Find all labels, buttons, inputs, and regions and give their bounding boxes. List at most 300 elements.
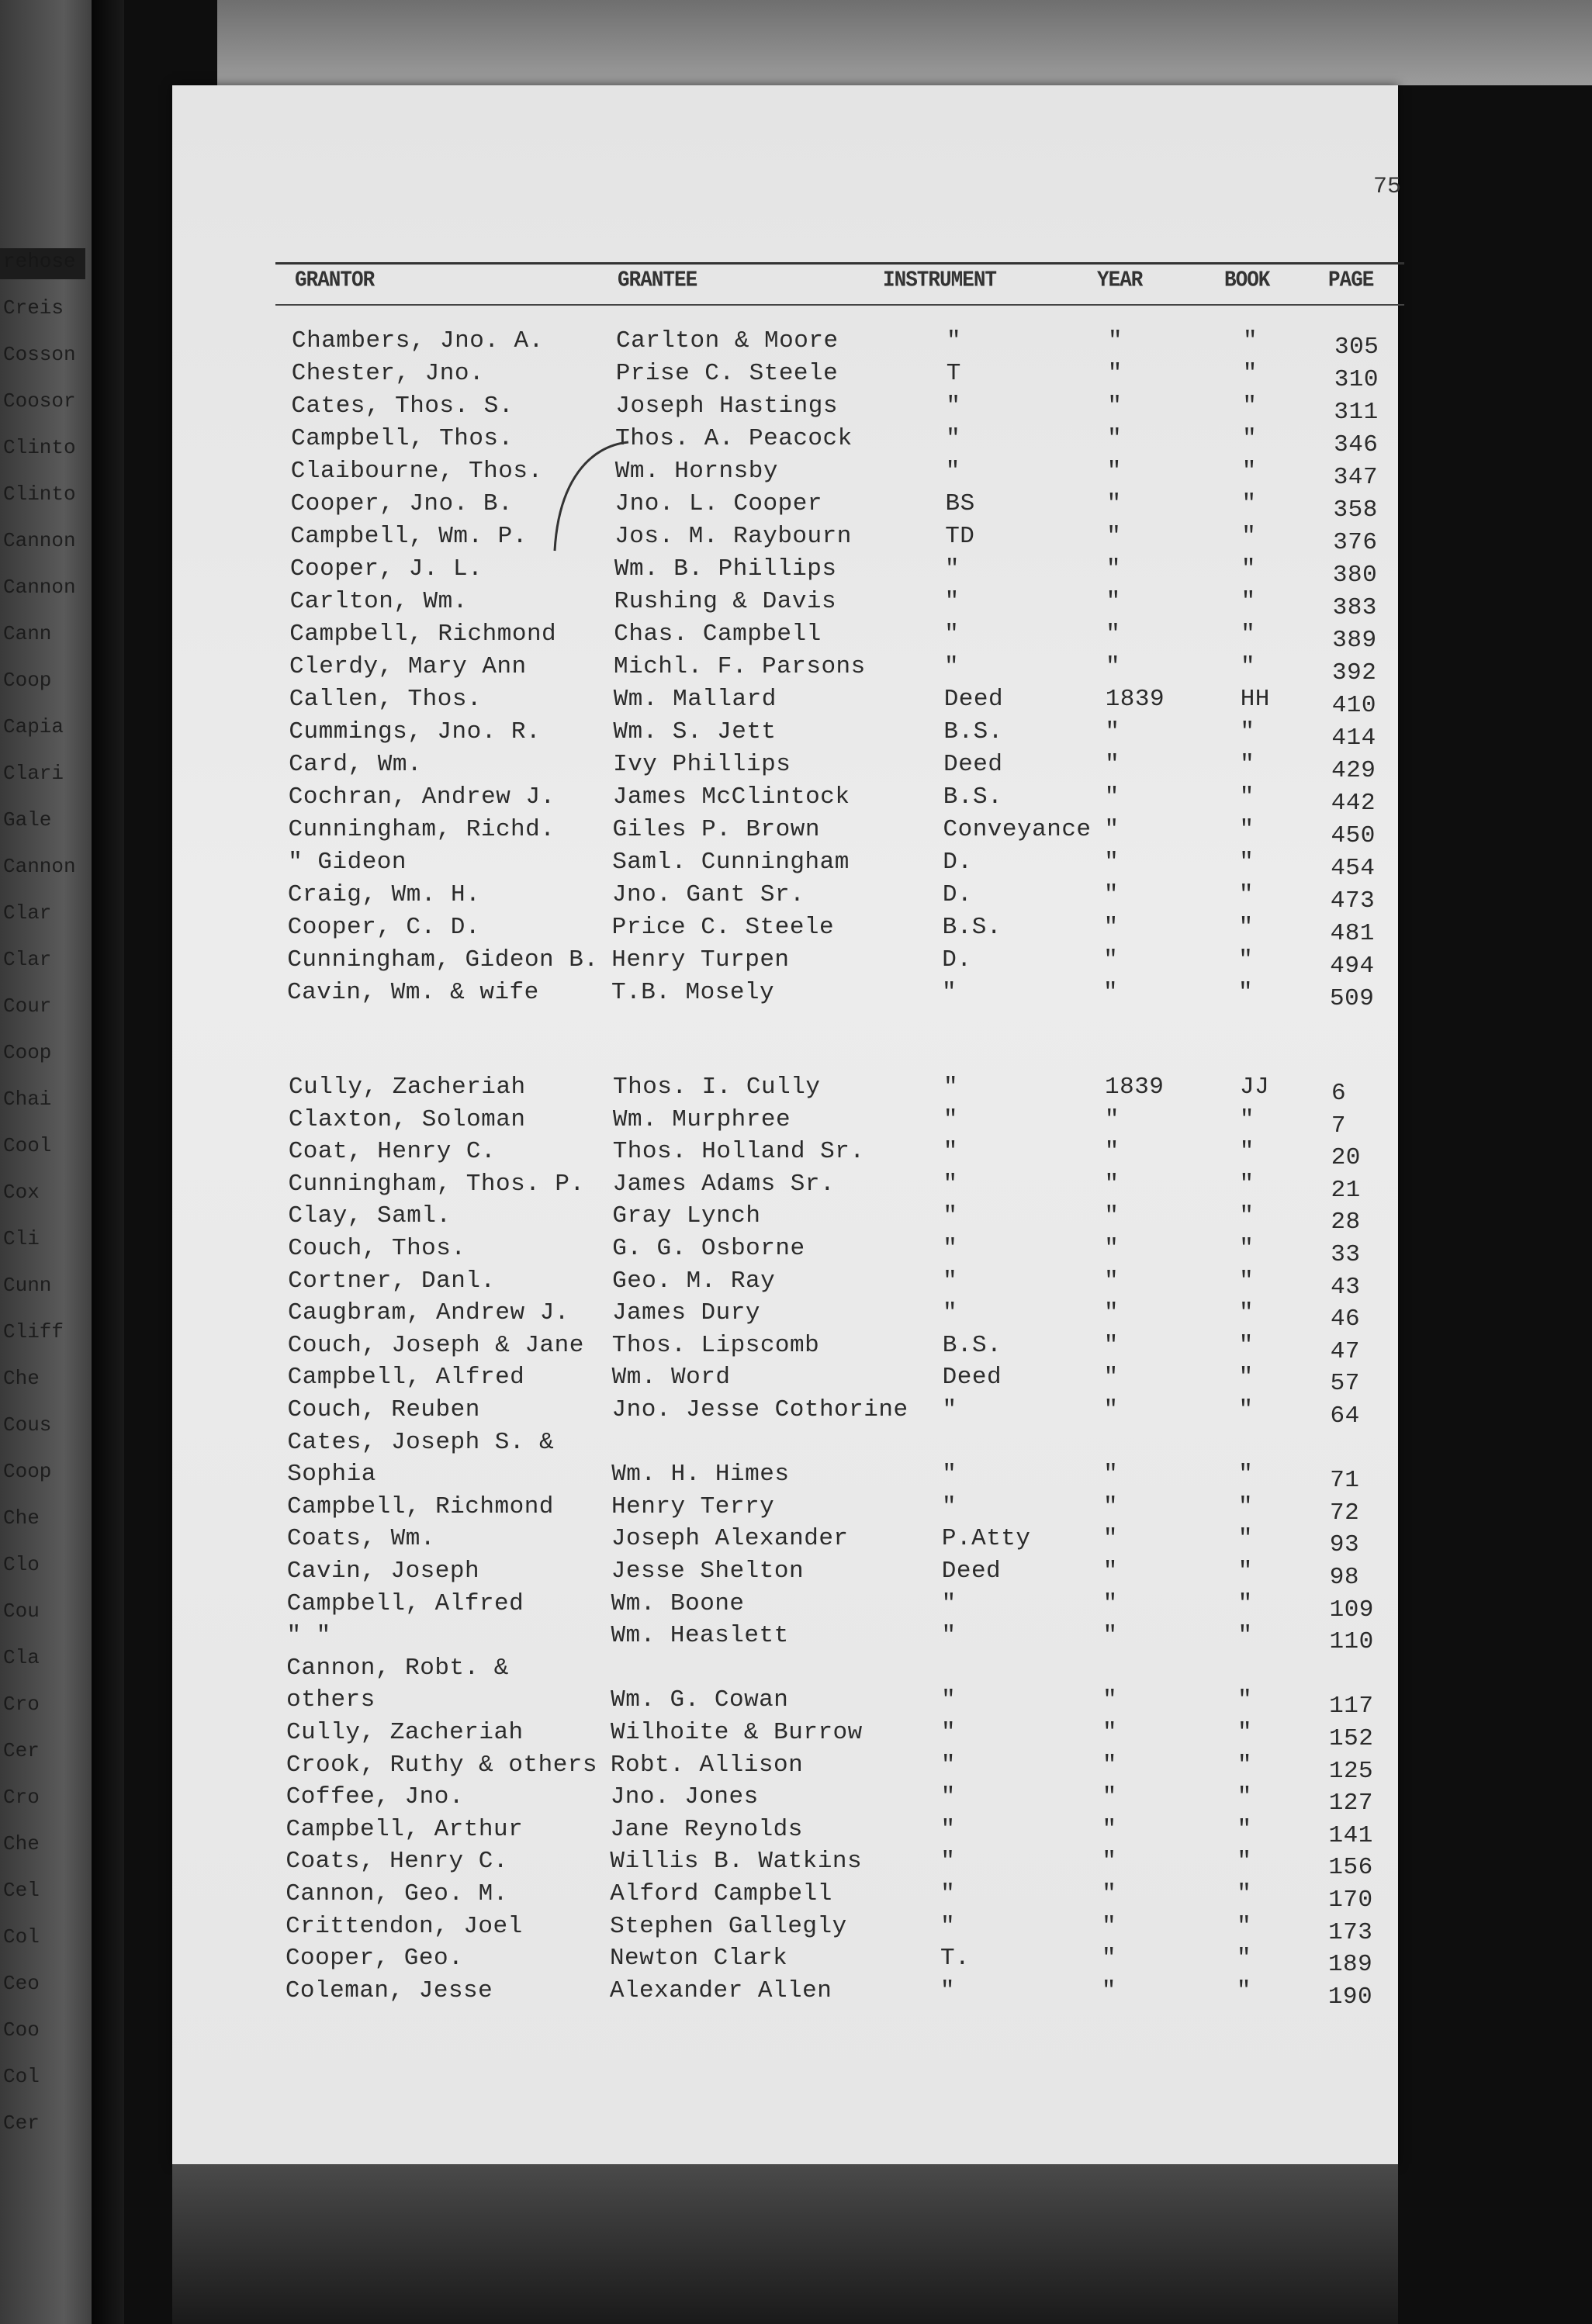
cell-book: " [1238, 914, 1254, 941]
cell-page: 310 [1334, 366, 1379, 393]
cell-year: " [1103, 1364, 1119, 1392]
cell-book: " [1238, 946, 1254, 974]
cell-grantee: Thos. A. Peacock [615, 425, 853, 452]
cell-grantor: Sophia [287, 1461, 376, 1489]
cell-book: " [1238, 1331, 1254, 1359]
cell-grantee: James McClintock [612, 783, 850, 811]
table-row [2, 979, 1592, 1010]
cell-grantee: Price C. Steele [611, 914, 835, 941]
cell-year: " [1102, 1815, 1117, 1843]
previous-page-text: Cer [3, 2111, 40, 2135]
cell-book: " [1243, 327, 1258, 354]
cell-book: " [1238, 1396, 1254, 1423]
cell-grantor: Claibourne, Thos. [290, 458, 543, 485]
cell-grantor: Callen, Thos. [289, 686, 483, 713]
cell-instrument: Deed [941, 1558, 1002, 1585]
cell-grantee: Joseph Hastings [615, 393, 838, 420]
cell-grantee: James Adams Sr. [612, 1170, 836, 1198]
cell-year: " [1106, 523, 1122, 550]
cell-book: " [1239, 1202, 1255, 1230]
cell-grantee: Alford Campbell [610, 1880, 832, 1907]
previous-page-text: Cla [3, 1646, 40, 1669]
cell-page: 454 [1331, 855, 1376, 882]
table-row [4, 686, 1592, 717]
previous-page-text: Cann [3, 622, 52, 645]
cell-instrument: B.S. [943, 718, 1003, 745]
cell-instrument: " [940, 1751, 956, 1779]
table-row [2, 1492, 1592, 1527]
cell-instrument: " [946, 425, 961, 452]
cell-page: 473 [1330, 887, 1376, 915]
table-row [0, 1976, 1592, 2011]
cell-year: " [1102, 1622, 1118, 1650]
cell-year: " [1107, 425, 1123, 452]
cell-year: " [1104, 816, 1120, 843]
cell-grantor: Craig, Wm. H. [287, 881, 481, 908]
previous-page-text: Cannon [3, 529, 76, 552]
cell-instrument: " [945, 458, 960, 485]
cell-grantor: Cunningham, Thos. P. [288, 1170, 585, 1198]
cell-page: 109 [1329, 1596, 1374, 1624]
previous-page-text: Cox [3, 1181, 40, 1204]
cell-grantee: Jno. Gant Sr. [611, 881, 805, 908]
cell-grantor: Campbell, Wm. P. [290, 523, 528, 550]
cell-page: 414 [1331, 725, 1376, 752]
cell-year: " [1105, 718, 1120, 745]
cell-grantor: Coats, Henry C. [286, 1848, 508, 1876]
cell-page: 98 [1329, 1564, 1359, 1591]
previous-page-text: Clinto [3, 436, 76, 459]
cell-page: 33 [1331, 1241, 1361, 1268]
cell-page: 442 [1331, 790, 1376, 817]
cell-book: " [1237, 1719, 1253, 1746]
table-row [2, 849, 1592, 880]
header-grantor: GRANTOR [295, 267, 375, 293]
table-row [5, 523, 1592, 554]
cell-grantor: Cavin, Joseph [286, 1558, 480, 1585]
cell-instrument: Deed [943, 686, 1004, 713]
cell-grantor: Clerdy, Mary Ann [289, 653, 527, 680]
cell-year: " [1106, 490, 1122, 517]
cell-page: 117 [1329, 1693, 1374, 1721]
previous-page-text: rehose [3, 250, 76, 273]
table-row [3, 1171, 1592, 1202]
cell-book: " [1238, 1364, 1254, 1392]
cell-grantee: Wm. B. Phillips [614, 555, 837, 583]
previous-page-text: Clo [3, 1553, 40, 1576]
cell-year: " [1102, 1525, 1118, 1553]
cell-page: 125 [1328, 1757, 1374, 1785]
cell-year: " [1104, 1235, 1120, 1262]
table-row [0, 1880, 1592, 1914]
cell-book: " [1239, 816, 1255, 843]
background-top [217, 0, 1592, 85]
previous-page-text: Coop [3, 1041, 52, 1064]
previous-page-text: Che [3, 1506, 40, 1530]
cell-instrument: " [940, 1848, 956, 1876]
cell-page: 64 [1330, 1402, 1360, 1430]
cell-grantee: Jno. Jones [610, 1783, 759, 1811]
cell-page: 43 [1331, 1273, 1361, 1301]
header-instrument: INSTRUMENT [883, 267, 997, 293]
cell-book: JJ [1240, 1074, 1270, 1101]
cell-page: 383 [1332, 594, 1377, 621]
cell-page: 127 [1328, 1790, 1373, 1817]
table-row [1, 1719, 1592, 1750]
cell-book: " [1238, 1461, 1254, 1489]
table-row [2, 1364, 1592, 1398]
previous-page-text: Cunn [3, 1274, 52, 1297]
cell-year: 1839 [1105, 686, 1165, 713]
previous-page-text: Col [3, 2065, 40, 2088]
cell-grantor: Crook, Ruthy & others [286, 1751, 598, 1779]
table-row [2, 1267, 1592, 1299]
table-row [5, 458, 1592, 489]
cell-instrument: " [943, 1202, 958, 1230]
cell-instrument: " [942, 979, 957, 1006]
previous-page-text: Clari [3, 762, 64, 785]
cell-book: " [1239, 1105, 1255, 1133]
cell-instrument: " [940, 1783, 956, 1811]
cell-year: " [1104, 1170, 1120, 1198]
table-row [2, 946, 1592, 980]
previous-page-text: Clar [3, 901, 52, 925]
cell-year: " [1104, 1267, 1120, 1295]
table-row [6, 327, 1592, 361]
cell-year: " [1103, 946, 1119, 974]
cell-book: " [1238, 1299, 1255, 1327]
cell-page: 346 [1334, 431, 1379, 458]
cell-instrument: " [942, 1492, 957, 1520]
cell-grantor: Cooper, Jno. B. [290, 490, 514, 517]
cell-instrument: " [944, 653, 960, 680]
cell-year: " [1103, 914, 1119, 941]
cell-year: " [1101, 1945, 1117, 1973]
table-row [2, 1429, 1592, 1460]
cell-grantor: Chester, Jno. [291, 360, 485, 387]
cell-book: " [1238, 1492, 1254, 1520]
cell-year: " [1108, 327, 1123, 354]
cell-instrument: P.Atty [941, 1525, 1031, 1553]
cell-grantee: Thos. Lipscomb [611, 1331, 820, 1359]
table-row [1, 1655, 1592, 1686]
cell-book: " [1237, 1751, 1252, 1779]
previous-page-text: Cliff [3, 1320, 64, 1344]
cell-page: 7 [1331, 1112, 1346, 1140]
table-row [2, 1525, 1592, 1559]
table-row [4, 653, 1592, 684]
cell-page: 305 [1334, 334, 1379, 361]
cell-year: " [1106, 555, 1121, 583]
cell-grantee: Willis B. Watkins [610, 1848, 863, 1876]
cell-book: " [1241, 523, 1257, 550]
cell-grantor: Campbell, Richmond [289, 621, 557, 648]
previous-page-text: Gale [3, 808, 52, 832]
cell-grantee: Henry Turpen [611, 946, 790, 974]
cell-grantor: Couch, Reuben [287, 1396, 480, 1423]
cell-year: " [1103, 979, 1119, 1006]
cell-grantor: Couch, Joseph & Jane [287, 1331, 584, 1359]
cell-book: " [1239, 1170, 1255, 1198]
cell-year: " [1102, 1558, 1118, 1585]
cell-year: " [1103, 1331, 1119, 1359]
previous-page-text: Cro [3, 1693, 40, 1716]
previous-page-text: Capia [3, 715, 64, 738]
cell-grantor: Cummings, Jno. R. [289, 718, 542, 745]
cell-instrument: " [940, 1815, 956, 1843]
cell-grantee: G. G. Osborne [612, 1235, 805, 1262]
cell-book: " [1241, 555, 1256, 583]
cell-grantee: Chas. Campbell [614, 621, 822, 648]
cell-grantee: Ivy Phillips [613, 751, 791, 778]
cell-instrument: B.S. [942, 914, 1002, 941]
cell-page: 156 [1328, 1854, 1373, 1882]
cell-book: " [1239, 1235, 1255, 1262]
cell-grantor: Campbell, Arthur [286, 1815, 524, 1843]
cell-page: 347 [1333, 464, 1379, 491]
table-row [3, 1138, 1592, 1172]
cell-page: 21 [1331, 1176, 1361, 1204]
cell-page: 376 [1333, 529, 1378, 556]
cell-instrument: " [943, 1138, 958, 1166]
cell-book: " [1238, 979, 1254, 1006]
cell-instrument: D. [943, 849, 973, 876]
cell-year: " [1103, 1396, 1119, 1423]
cell-year: " [1101, 1976, 1116, 2004]
cell-instrument: T [946, 360, 961, 387]
cell-grantor: Campbell, Alfred [287, 1364, 525, 1392]
cell-book: " [1239, 1138, 1255, 1166]
previous-page-text: Cannon [3, 855, 76, 878]
cell-grantor: Coats, Wm. [286, 1525, 435, 1553]
table-row [3, 718, 1592, 752]
cell-grantor: Chambers, Jno. A. [292, 327, 544, 354]
cell-page: 311 [1334, 399, 1379, 426]
cell-instrument: " [944, 588, 960, 615]
cell-instrument: " [941, 1719, 957, 1746]
cell-year: " [1102, 1751, 1117, 1779]
cell-grantee: Thos. I. Cully [613, 1074, 821, 1101]
cell-book: " [1241, 621, 1256, 648]
table-row [2, 1461, 1592, 1495]
cell-grantor: Clay, Saml. [288, 1202, 452, 1230]
cell-instrument: Deed [942, 1364, 1002, 1392]
previous-page-text: Coo [3, 2018, 40, 2042]
cell-year: " [1102, 1686, 1118, 1714]
table-row [1, 1622, 1592, 1656]
cell-grantee: Stephen Gallegly [610, 1912, 847, 1940]
cell-instrument: " [943, 1170, 958, 1198]
table-row [5, 393, 1592, 424]
cell-instrument: " [943, 1267, 958, 1295]
cell-instrument: D. [942, 881, 973, 908]
cell-page: 358 [1333, 496, 1378, 524]
cell-book: HH [1240, 686, 1270, 713]
cell-grantor: " Gideon [288, 849, 407, 876]
cell-book: " [1237, 1912, 1252, 1940]
cell-grantor: Cannon, Robt. & [286, 1654, 509, 1682]
cell-year: " [1103, 1299, 1120, 1327]
previous-page-text: Cosson [3, 343, 76, 366]
cell-page: 20 [1331, 1144, 1361, 1172]
cell-page: 170 [1328, 1887, 1373, 1914]
cell-grantor: Cunningham, Richd. [288, 816, 555, 843]
cell-page: 110 [1329, 1628, 1374, 1656]
cell-grantor: " " [286, 1622, 331, 1650]
cell-year: " [1106, 588, 1121, 615]
cell-book: " [1239, 1267, 1255, 1295]
cell-grantor: Card, Wm. [289, 751, 423, 778]
cell-year: " [1107, 393, 1123, 420]
cell-year: " [1104, 1105, 1120, 1133]
previous-page-text: Cli [3, 1227, 40, 1250]
cell-instrument: " [946, 393, 961, 420]
cell-book: " [1237, 1525, 1253, 1553]
cell-book: " [1240, 751, 1255, 778]
cell-year: " [1103, 1492, 1119, 1520]
table-row [2, 1558, 1592, 1589]
cell-grantee: Jos. M. Raybourn [614, 523, 852, 550]
cell-grantee: Wm. Heaslett [611, 1622, 789, 1650]
table-row [5, 490, 1592, 524]
cell-book: " [1242, 360, 1258, 387]
cell-grantor: Couch, Thos. [288, 1235, 466, 1262]
cell-year: 1839 [1105, 1074, 1165, 1101]
cell-grantor: Crittendon, Joel [286, 1912, 523, 1940]
header-grantee: GRANTEE [618, 267, 697, 293]
cell-book: " [1242, 425, 1258, 452]
cell-book: " [1241, 458, 1257, 485]
table-row [3, 751, 1592, 782]
cell-grantee: Rushing & Davis [614, 588, 837, 615]
cell-year: " [1104, 849, 1120, 876]
cell-instrument: " [940, 1976, 955, 2004]
cell-instrument: " [944, 621, 960, 648]
header-year: YEAR [1097, 267, 1143, 293]
cell-grantee: Geo. M. Ray [612, 1267, 776, 1295]
previous-page-text: Col [3, 1925, 40, 1949]
cell-instrument: " [940, 1880, 956, 1907]
cell-page: 450 [1331, 822, 1376, 849]
cell-grantor: Campbell, Richmond [287, 1492, 554, 1520]
cell-grantor: Cunningham, Gideon B. [287, 946, 599, 974]
cell-year: " [1102, 1880, 1117, 1907]
cell-instrument: " [940, 1912, 956, 1940]
cell-book: " [1236, 1976, 1251, 2004]
cell-book: " [1241, 588, 1256, 615]
cell-year: " [1105, 751, 1120, 778]
previous-page-text: Cannon [3, 576, 76, 599]
cell-grantor: Carlton, Wm. [289, 588, 468, 615]
cell-grantor: Cates, Joseph S. & [287, 1428, 555, 1456]
cell-page: 47 [1330, 1337, 1361, 1365]
previous-page-text: Creis [3, 296, 64, 320]
cell-grantee: Wm. Mallard [613, 686, 777, 713]
header-book: BOOK [1224, 267, 1270, 293]
cell-page: 173 [1328, 1918, 1373, 1946]
cell-year: " [1102, 1848, 1117, 1876]
cell-year: " [1104, 783, 1120, 811]
cell-page: 380 [1332, 562, 1378, 589]
cell-page: 152 [1329, 1725, 1374, 1752]
previous-page-text: Coop [3, 1460, 52, 1483]
cell-instrument: " [944, 555, 960, 583]
previous-page-text: Cool [3, 1134, 52, 1157]
table-row [3, 816, 1592, 847]
cell-book: " [1238, 881, 1254, 908]
previous-page-text: Ceo [3, 1972, 40, 1995]
header-page: PAGE [1328, 267, 1374, 293]
previous-page-text: Chai [3, 1088, 52, 1111]
cell-grantor: Cortner, Danl. [288, 1267, 496, 1295]
cell-book: " [1239, 783, 1255, 811]
cell-grantor: Cully, Zacheriah [286, 1719, 524, 1746]
cell-grantee: James Dury [611, 1299, 760, 1327]
table-row [2, 1202, 1592, 1236]
cell-page: 72 [1330, 1499, 1360, 1527]
cell-year: " [1104, 1138, 1120, 1166]
cell-grantor: Cooper, C. D. [287, 914, 480, 941]
table-row [2, 1589, 1592, 1624]
cell-year: " [1106, 458, 1122, 485]
table-row [0, 1848, 1592, 1882]
cell-grantee: Wm. Murphree [612, 1105, 791, 1133]
table-row [2, 1235, 1592, 1266]
cell-instrument: " [941, 1686, 957, 1714]
cell-year: " [1102, 1719, 1118, 1746]
page-bottom-shadow [172, 2164, 1398, 2324]
table-row [0, 1945, 1592, 1979]
cell-book: " [1237, 1686, 1253, 1714]
table-row [1, 1816, 1592, 1847]
cell-year: " [1103, 1461, 1119, 1489]
cell-page: 93 [1329, 1531, 1360, 1559]
cell-year: " [1103, 881, 1119, 908]
table-row [5, 425, 1592, 456]
cell-grantor: Cavin, Wm. & wife [287, 979, 539, 1006]
header-rule-top [275, 262, 1404, 265]
table-row [1, 1752, 1592, 1783]
cell-book: " [1240, 718, 1255, 745]
header-rule-bottom [275, 304, 1404, 306]
cell-grantee: Saml. Cunningham [612, 849, 850, 876]
cell-year: " [1102, 1912, 1117, 1940]
previous-page-text: Clar [3, 948, 52, 971]
cell-book: " [1237, 1622, 1253, 1650]
cell-grantee: Henry Terry [611, 1492, 775, 1520]
cell-page: 190 [1327, 1983, 1373, 2011]
table-row [3, 1074, 1592, 1105]
cell-page: 71 [1330, 1467, 1360, 1495]
cell-grantee: Jesse Shelton [611, 1558, 805, 1585]
previous-page-text: Cous [3, 1413, 52, 1437]
cell-grantor: Cannon, Geo. M. [286, 1880, 508, 1907]
cell-instrument: Deed [943, 751, 1003, 778]
previous-page-text: Cro [3, 1786, 40, 1809]
cell-grantee: Joseph Alexander [611, 1525, 849, 1553]
cell-grantee: Prise C. Steele [615, 360, 839, 387]
cell-grantor: Cooper, J. L. [289, 555, 483, 583]
cell-page: 481 [1330, 920, 1375, 947]
cell-grantor: others [286, 1686, 376, 1714]
cell-grantee: Wilhoite & Burrow [611, 1719, 863, 1746]
cell-instrument: " [947, 327, 962, 354]
cell-grantee: Alexander Allen [609, 1976, 832, 2004]
cell-grantee: Michl. F. Parsons [614, 653, 866, 680]
cell-book: " [1237, 1558, 1253, 1585]
cell-page: 494 [1330, 953, 1375, 980]
cell-book: " [1237, 1880, 1252, 1907]
